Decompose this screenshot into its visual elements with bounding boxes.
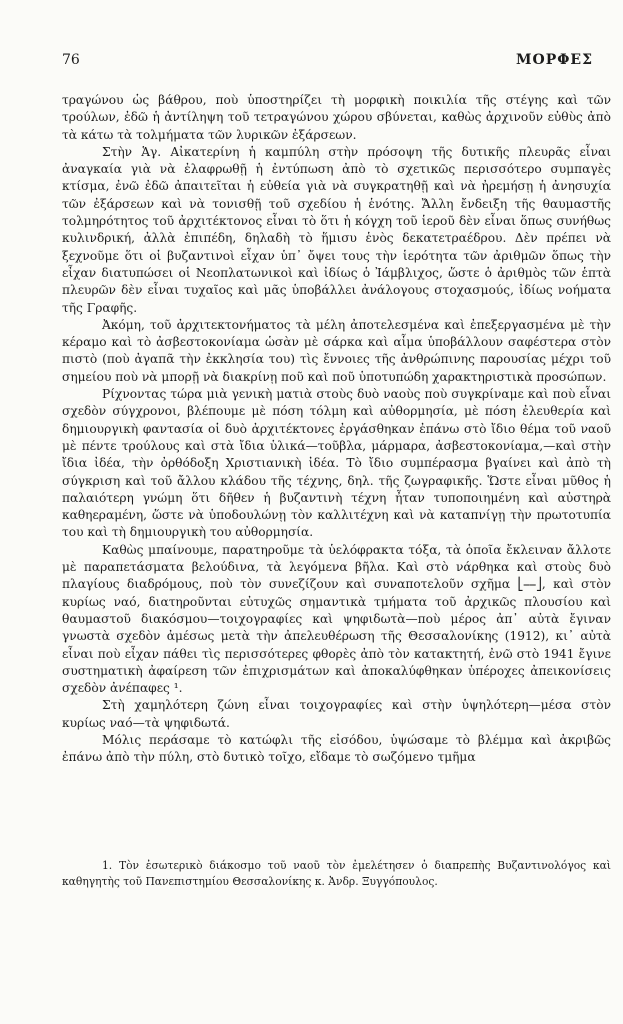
page-number: 76 xyxy=(62,52,80,68)
paragraph: Ρίχνοντας τώρα μιὰ γενικὴ ματιὰ στοὺς δυὸ ναοὺς ποὺ συγκρίναμε καὶ ποὺ εἶναι σχεδὸν σύγχρονοι, βλέπουμε μὲ πόση τόλμη καὶ αὐθορμησία, μὲ πόση ἐλευθερία καὶ δημιουργικὴ φαντασία οἱ δυὸ ἀρχιτέκτονες ἐργάσθηκαν ἐπάνω στὸ ἴδιο θέμα τοῦ ναοῦ μὲ πέντε τρούλους καὶ στὰ ἴδια ὑλικά—τοῦβλα, μάρμαρα, ἀσβεστοκονίαμα,—καὶ στὴν ἴδια ἰδέα, τὴν ὀρθόδοξη Χριστιανικὴ ἰδέα. Τὸ ἴδιο συμπέρασμα βγαίνει καὶ ἀπὸ τὴ σύγκριση καὶ τοῦ ἄλλου κλάδου τῆς τέχνης, δηλ. τῆς ζωγραφικῆς. Ὥστε εἶναι μῦθος ἡ παλαιότερη γνώμη ὅτι δῆθεν ἡ βυζαντινὴ τέχνη ἦταν τυποποιημένη καὶ αὐστηρὰ καθηεραμένη, ὥστε νὰ ὑποδουλώνῃ τὸν καλλιτέχνη καὶ νὰ καταπνίγῃ τὴν πρωτοτυπία του καὶ τὴ δημιουργικὴ του αὐθορμησία. xyxy=(62,387,611,540)
paragraph: Στὴ χαμηλότερη ζώνη εἶναι τοιχογραφίες καὶ στὴν ὑψηλότερη—μέσα στὸν κυρίως ναό—τὰ ψηφιδωτά. xyxy=(62,698,611,730)
footnote: 1. Τὸν ἐσωτερικὸ διάκοσμο τοῦ ναοῦ τὸν ἐμελέτησεν ὁ διαπρεπὴς Βυζαντινολόγος καὶ καθηγητὴς τοῦ Πανεπιστημίου Θεσσαλονίκης κ. Ἀνδρ. Ξυγγόπουλος. xyxy=(62,859,611,888)
page-header xyxy=(62,52,593,68)
running-title: ΜΟΡΦΕΣ xyxy=(516,52,593,68)
paragraph: τραγώνου ὡς βάθρου, ποὺ ὑποστηρίζει τὴ μορφικὴ ποικιλία τῆς στέγης καὶ τῶν τρούλων, ἐδῶ ἡ ἀντίληψη τοῦ τετραγώνου χώρου σβύνεται, καθὼς ἀρχινοῦν εὐθὺς ἀπὸ τὰ κάτω τὰ τολμήματα τῶν λυρικῶν ἐξάρσεων. xyxy=(62,93,611,142)
paragraph: Στὴν Ἁγ. Αἰκατερίνη ἡ καμπύλη στὴν πρόσοψη τῆς δυτικῆς πλευρᾶς εἶναι ἀναγκαία γιὰ νὰ ἐλαφρωθῇ ἡ ἐντύπωση ἀπὸ τὸ σχετικῶς περισσότερο συμπαγὲς κτίσμα, ἐνῶ ἐδῶ ἀπαιτεῖται ἡ εὐθεία γιὰ νὰ συγκρατηθῇ καὶ νὰ ἠρεμήσῃ ἡ ἀνησυχία τῶν ἐξάρσεων καὶ νὰ τονισθῇ τοῦ σχεδίου ἡ ἑνότης. Ἄλλη ἔνδειξη τῆς θαυμαστῆς τολμηρότητος τοῦ ἀρχιτέκτονος εἶναι τὸ ὅτι ἡ κόγχη τοῦ ἱεροῦ δὲν εἶναι ὅπως συνήθως κυλινδρική, ἀλλὰ ἐπιπέδη, δηλαδὴ τὸ ἥμισυ ἑνὸς δεκατετραέδρου. Δὲν πρέπει νὰ ξεχνοῦμε ὅτι οἱ βυζαντινοὶ εἶχαν ὑπ᾽ ὄψει τους τὴν ἱερότητα τῶν ἀριθμῶν ὅπως τὴν εἶχαν διατυπώσει οἱ Νεοπλατωνικοὶ καὶ ἰδίως ὁ Ἰάμβλιχος, ὥστε ὁ ἀριθμὸς τῶν ἑπτὰ πλευρῶν δὲν εἶναι τυχαῖος καὶ μᾶς ὑποβάλλει ἀνάλογους στοχασμούς, ἰδίως νοήματα τῆς Γραφῆς. xyxy=(62,144,611,315)
paragraph: Ἀκόμη, τοῦ ἀρχιτεκτονήματος τὰ μέλη ἀποτελεσμένα καὶ ἐπεξεργασμένα μὲ τὴν κέραμο καὶ τὸ ἀσβεστοκονίαμα ὡσὰν μὲ σάρκα καὶ αἷμα ὑποβάλλουν σαφέστερα στὸν πιστὸ (ποὺ ἀγαπᾶ τὴν ἐκκλησία του) τὶς ἔννοιες τῆς ἀνθρώπινης παρουσίας μέχρι τοῦ σημείου ποὺ νὰ μπορῇ νὰ διακρίνῃ ποῦ καὶ ποῦ ὑποτυπώδη χαρακτηριστικὰ προσώπων. xyxy=(62,317,611,384)
paragraph: Καθὼς μπαίνουμε, παρατηροῦμε τὰ ὑελόφρακτα τόξα, τὰ ὁποῖα ἔκλειναν ἄλλοτε μὲ παραπετάσματα βελούδινα, τὰ λεγόμενα βῆλα. Καὶ στὸ νάρθηκα καὶ στοὺς δυὸ πλαγίους διαδρόμους, ποὺ τὸν συνεζίζουν καὶ συναποτελοῦν σχῆμα ⎣⎯⎯⎦, καὶ στὸν κυρίως ναό, διατηροῦνται εὐτυχῶς σημαντικὰ τμήματα τοῦ ἀρχικῶς πλουσίου καὶ θαυμαστοῦ διακόσμου—τοιχογραφίες καὶ ψηφιδωτὰ—ποὺ μέρος ἀπ᾽ αὐτὰ ἔγιναν γνωστὰ σχεδὸν ἀμέσως μετὰ τὴν ἀπελευθέρωση τῆς Θεσσαλονίκης (1912), κι᾽ αὐτὰ εἶναι ποὺ εἶχαν πάθει τὶς περισσότερες φθορὲς ἀπὸ τὸν κατακτητή, ἐνῶ στὸ 1941 ἔγινε συστηματικὴ ἀφαίρεση τῶν ἐπιχρισμάτων καὶ ἀποκαλύφθηκαν ὑπέροχες ἀπεικονίσεις σχεδὸν ἀνέπαφες ¹. xyxy=(62,542,611,696)
body-text xyxy=(62,92,611,767)
paragraph: Μόλις περάσαμε τὸ κατώφλι τῆς εἰσόδου, ὑψώσαμε τὸ βλέμμα καὶ ἀκριβῶς ἐπάνω ἀπὸ τὴν πύλη, στὸ δυτικὸ τοῖχο, εἴδαμε τὸ σωζόμενο τμῆμα xyxy=(62,732,611,765)
